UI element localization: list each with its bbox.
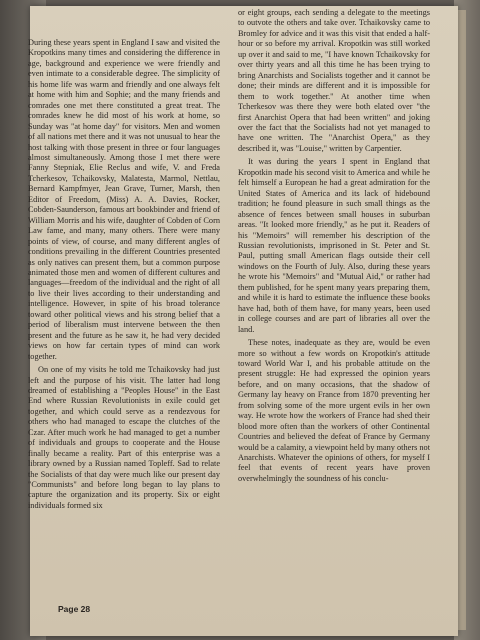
page-number: Page 28	[58, 604, 91, 614]
paragraph: On one of my visits he told me Tchaikovsky had just left and the purpose of his visit. The latter had long dreamed of establishing a "Peoples House" in the East End where Russian Revolutionists in exile could get together, and which could serve as a rendezvous for others who had managed to escape the clutches of the Czar. After much work he had managed to get a number of individuals and groups to cooperate and the House finally became a reality. Part of this enterprise was a library owned by a Russian named Topleff. Sad to relate the Socialists of that day were much like our present day "Communists" and before long began to lay plans to capture the organization and its property. Six or eight individuals formed six	[28, 365, 220, 510]
paragraph: It was during the years I spent in England that Kropotkin made his second visit to America and while he felt himself a European he had a great admiration for the United States of America and its lack of hidebound tradition; he found pleasure in such small things as the absence of fences between small houses in suburban areas. "It looked more friendly," as he put it. Readers of his "Memoirs" will remember his description of the Russian revolutionists, imprisoned in St. Peter and St. Paul, putting small American flags outside their cell windows on the Fourth of July. Also, during these years he wrote his "Memoirs" and "Mutual Aid," or rather had them published, for he spent many years preparing them, and while it is hard to estimate the influence these books have had, both of them have, for many years, been used in college courses and are part of libraries all over the land.	[238, 157, 430, 334]
paragraph: These notes, inadequate as they are, would be even more so without a few words on Kropotkin's attitude toward World War I, and his probable attitude on the present struggle: He had expressed the opinion years before, and on many occasions, that the shadow of Germany lay heavy on France from 1870 preventing her from solving some of the more urgent evils in her own way. He wrote how the workers of France had shed their blood more often than the workers of other Continental Countries and believed the defeat of France by Germany would be a calamity, a viewpoint held by many others not Anarchists. Whatever the opinions of others, for myself I feel that events of recent years have proven overwhelmingly the soundness of his conclu-	[238, 338, 430, 483]
left-text-column	[28, 38, 220, 606]
paragraph: or eight groups, each sending a delegate to the meetings to outvote the others and take over. Tchaikovsky came to Bromley for advice and it was this visit that ended a half-hour or so before my arrival. Kropotkin was still worked up over it and said to me, "I have known Tchaikovsky for over thirty years and all this time he has been trying to bring Anarchists and Socialists together and it cannot be done; their minds are different and it is impossible for them to work together." At another time when Tcherkesov was there they were both elated over "the first Anarchist Opera that had been written" and joking over the fact that the Socialists had not yet managed to have one written. The "Anarchist Opera," as they described it, was "Louise," written by Carpentier.	[238, 8, 430, 153]
paragraph: During these years spent in England I saw and visited the Kropotkins many times and considering the difference in age, background and experience we were friendly and even intimate to a considerable degree. The simplicity of his home life was warm and friendly and one always felt at home with him and Sophie; and the many friends and comrades one met there constituted a great treat. The comrades knew he did most of his work at home, so Sunday was "at home day" for visitors. Men and women of all nations met there and it was not unusual to hear the host talking with those present in three or four languages almost simultaneously. Among those I met there were Fanny Stepniak, Elie Reclus and wife, V. and Freda Tcherkesov, Tchaikovsky, Malatesta, Marmol, Nettlau, Bernard Kampfmyer, Jean Grave, Turner, Marsh, then Editor of Freedom, (Miss) A. A. Davies, Rocker, Cobden-Saunderson, famous art bookbinder and friend of William Morris and his wife, daughter of Cobden of Corn Law fame, and many, many others. There were many points of view, of course, and many different angles of conditions prevailing in the different Countries presented as only natives can present them, but a common purpose animated those men and women of different cultures and languages—freedom of the individual and the right of all to live their lives according to their understanding and intelligence. However, in spite of his broad tolerance toward other political views and his strong belief that a period of liberalism must intervene between the then present and the future as he saw it, he had very decided views on how far certain types of mind can work together.	[28, 38, 220, 361]
right-text-column	[238, 8, 430, 604]
